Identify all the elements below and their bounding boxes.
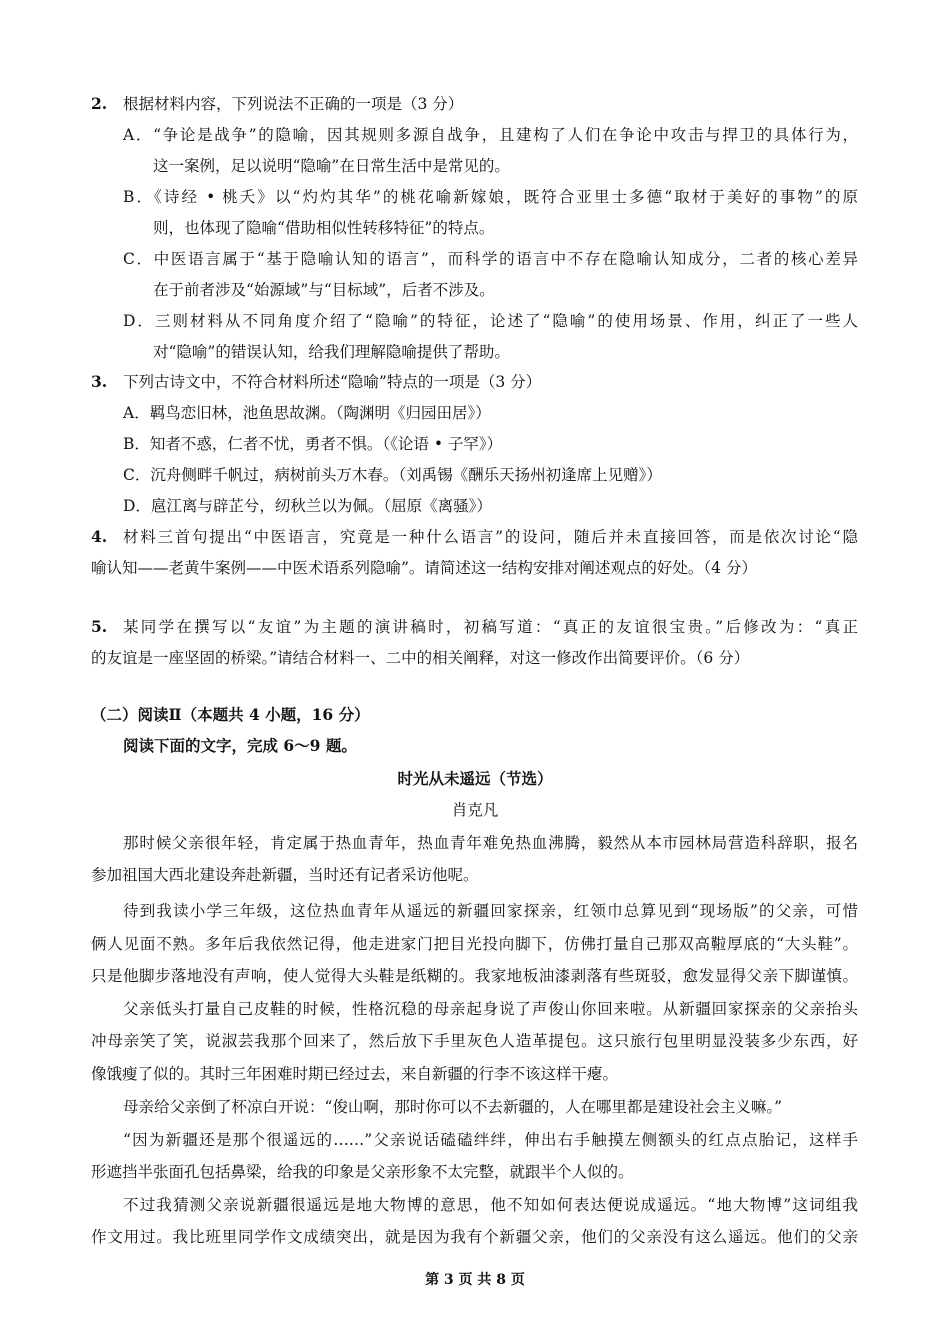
q3-number: 3. <box>91 372 108 391</box>
q5-line2: 的友谊是一座坚固的桥梁。”请结合材料一、二中的相关阐释，对这一修改作出简要评价。（6 分） <box>91 649 750 667</box>
q3-option-d: D．扈江离与辟芷兮，纫秋兰以为佩。（屈原《离骚》） <box>123 497 492 515</box>
q2-number: 2. <box>91 94 108 113</box>
q3-option-c: C．沉舟侧畔千帆过，病树前头万木春。（刘禹锡《酬乐天扬州初逢席上见赠》） <box>123 466 662 484</box>
q3-option-b: B．知者不惑，仁者不忧，勇者不惧。（《论语 • 子罕》） <box>123 435 503 453</box>
passage-line: 俩人见面不熟。多年后我依然记得，他走进家门把目光投向脚下，仿佛打量自己那双高鞡厚底的“大头鞋”。 <box>91 935 858 953</box>
q5-number: 5. <box>91 617 108 636</box>
q4-number: 4. <box>91 527 108 546</box>
q2-option-b-line2: 则，也体现了隐喻“借助相似性转移特征”的特点。 <box>153 219 495 237</box>
passage-line: 不过我猜测父亲说新疆很遥远是地大物博的意思，他不知如何表达便说成遥远。“地大物博”这词组我 <box>123 1196 858 1214</box>
passage-line: 参加祖国大西北建设奔赴新疆，当时还有记者采访他呢。 <box>91 866 479 884</box>
passage-line: 待到我读小学三年级，这位热血青年从遥远的新疆回家探亲，红领巾总算见到“现场版”的父亲，可惜 <box>123 902 858 920</box>
passage-title: 时光从未遥远（节选） <box>397 769 553 788</box>
q2-stem: 根据材料内容，下列说法不正确的一项是（3 分） <box>123 95 464 113</box>
q2-option-c-line2: 在于前者涉及“始源域”与“目标域”，后者不涉及。 <box>153 281 495 299</box>
passage-line: “因为新疆还是那个很遥远的……”父亲说话磕磕绊绊，伸出右手触摸左侧额头的红点点胎记，这样手 <box>123 1131 858 1149</box>
section-heading: （二）阅读Ⅱ（本题共 4 小题，16 分） <box>91 705 370 724</box>
q4-line2: 喻认知——老黄牛案例——中医术语系列隐喻”。请简述这一结构安排对阐述观点的好处。（4 分） <box>91 559 757 577</box>
q2-option-d-line1: D．三则材料从不同角度介绍了“隐喻”的特征，论述了“隐喻”的使用场景、作用，纠正了一些人 <box>123 312 858 330</box>
q2-option-d-line2: 对“隐喻”的错误认知，给我们理解隐喻提供了帮助。 <box>153 343 510 361</box>
q3-stem: 下列古诗文中，不符合材料所述“隐喻”特点的一项是（3 分） <box>123 373 542 391</box>
passage-author: 肖克凡 <box>451 801 499 819</box>
q2-option-a-line1: A．“争论是战争”的隐喻，因其规则多源自战争，且建构了人们在争论中攻击与捍卫的具体行为， <box>123 126 858 144</box>
passage-line: 冲母亲笑了笑，说淑芸我那个回来了，然后放下手里灰色人造革提包。这只旅行包里明显没装多少东西，好 <box>91 1032 858 1050</box>
passage-line: 那时候父亲很年轻，肯定属于热血青年，热血青年难免热血沸腾，毅然从本市园林局营造科辞职，报名 <box>123 834 858 852</box>
q3-option-a: A．羁鸟恋旧林，池鱼思故渊。（陶渊明《归园田居》） <box>123 404 491 422</box>
passage-line: 父亲低头打量自己皮鞋的时候，性格沉稳的母亲起身说了声俊山你回来啦。从新疆回家探亲的父亲抬头 <box>123 1000 858 1018</box>
passage-line: 只是他脚步落地没有声响，使人觉得大头鞋是纸糊的。我家地板油漆剥落有些斑驳，愈发显得父亲下脚谨慎。 <box>91 967 858 985</box>
q4-line1: 材料三首句提出“中医语言，究竟是一种什么语言”的设问，随后并未直接回答，而是依次讨论“隐 <box>123 528 858 546</box>
q5-line1: 某同学在撰写以“友谊”为主题的演讲稿时，初稿写道：“真正的友谊很宝贵。”后修改为：“真正 <box>123 618 858 636</box>
passage-line: 母亲给父亲倒了杯凉白开说：“俊山啊，那时你可以不去新疆的，人在哪里都是建设社会主义嘛。” <box>123 1098 783 1116</box>
passage-line: 作文用过。我比班里同学作文成绩突出，就是因为我有个新疆父亲，他们的父亲没有这么遥远。他们的父亲 <box>91 1228 858 1246</box>
passage-line: 形遮挡半张面孔包括鼻梁，给我的印象是父亲形象不太完整，就跟半个人似的。 <box>91 1163 634 1181</box>
page-footer: 第 3 页 共 8 页 <box>425 1272 525 1288</box>
section-instruction: 阅读下面的文字，完成 6～9 题。 <box>123 736 357 755</box>
q2-option-a-line2: 这一案例，足以说明“隐喻”在日常生活中是常见的。 <box>153 157 510 175</box>
q2-option-b-line1: B．《诗经 • 桃夭》以“灼灼其华”的桃花喻新嫁娘，既符合亚里士多德“取材于美好的事物”的原 <box>123 188 858 206</box>
passage-line: 像饿瘦了似的。其时三年困难时期已经过去，来自新疆的行李不该这样干瘪。 <box>91 1065 619 1083</box>
q2-option-c-line1: C．中医语言属于“基于隐喻认知的语言”，而科学的语言中不存在隐喻认知成分，二者的核心差异 <box>123 250 858 268</box>
